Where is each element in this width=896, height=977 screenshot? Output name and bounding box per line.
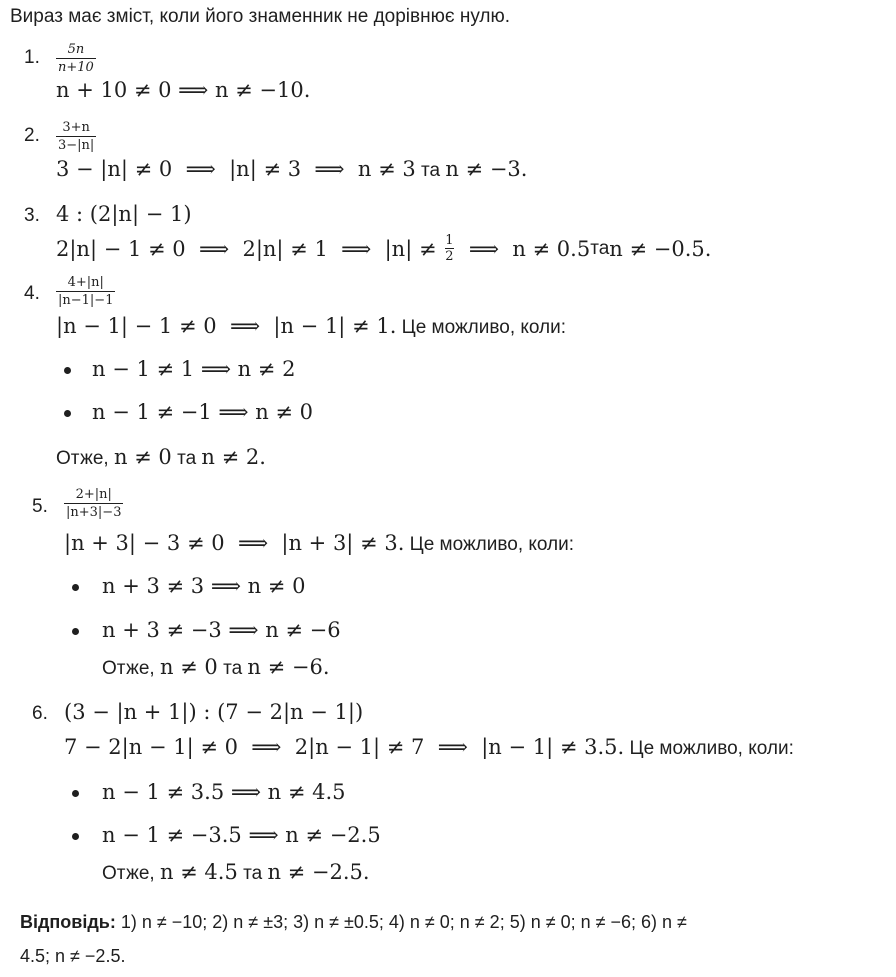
item-4-number: 4. <box>24 283 40 304</box>
answer-line-2: 4.5; n ≠ −2.5. <box>20 946 126 966</box>
item-1-fraction-num: 5n <box>67 42 85 57</box>
bullet-dot <box>72 584 79 591</box>
item-6-number: 6. <box>32 703 48 724</box>
fraction-bar <box>56 136 96 137</box>
fraction-bar <box>64 503 123 504</box>
item-6-therefore-ta: та <box>237 863 268 884</box>
item-3-ta: та <box>590 237 610 259</box>
item-5-number: 5. <box>32 496 48 517</box>
item-4-therefore-b: n ≠ 2. <box>201 445 266 469</box>
item-4-therefore-a: n ≠ 0 <box>113 445 172 469</box>
bullet-dot <box>72 628 79 635</box>
item-3-math-c: n ≠ −0.5. <box>609 236 712 261</box>
item-5-fraction <box>64 487 123 520</box>
item-5-therefore-label: Отже, <box>102 658 160 679</box>
bullet-dot <box>64 410 71 417</box>
item-3-line <box>56 234 711 263</box>
item-5-therefore-a: n ≠ 0 <box>159 655 218 679</box>
item-2-number: 2. <box>24 125 40 146</box>
item-6-math: 7 − 2|n − 1| ≠ 0 ⟹ 2|n − 1| ≠ 7 ⟹ |n − 1| ≠ 3.5. <box>64 735 625 759</box>
item-5-text: Це можливо, коли: <box>404 534 575 555</box>
item-3-half-den: 2 <box>445 249 454 264</box>
item-3-math-a: 2|n| − 1 ≠ 0 ⟹ 2|n| ≠ 1 ⟹ |n| ≠ <box>56 236 444 261</box>
item-2-fraction-num: 3+n <box>62 120 90 135</box>
item-4-bullet-2: n − 1 ≠ −1 ⟹ n ≠ 0 <box>92 400 314 424</box>
item-6-text: Це можливо, коли: <box>624 738 794 759</box>
item-5-therefore-ta: та <box>217 658 248 679</box>
item-2-ta: та <box>415 160 446 181</box>
bullet-dot <box>72 790 79 797</box>
item-3-number: 3. <box>24 205 40 226</box>
answer-text-1: 1) n ≠ −10; 2) n ≠ ±3; 3) n ≠ ±0.5; 4) n ≠ 0; n ≠ 2; 5) n ≠ 0; n ≠ −6; 6) n ≠ <box>115 912 687 932</box>
item-4-therefore-label: Отже, <box>56 448 114 469</box>
fraction-bar <box>56 58 96 59</box>
item-2-fraction-den: 3−|n| <box>58 138 95 153</box>
item-4-therefore-ta: та <box>171 448 202 469</box>
item-5-fraction-num: 2+|n| <box>75 487 112 502</box>
item-6-therefore-label: Отже, <box>102 863 160 884</box>
item-6-line <box>64 735 794 760</box>
item-5-bullet-2: n + 3 ≠ −3 ⟹ n ≠ −6 <box>102 618 341 642</box>
item-3-half <box>445 234 453 263</box>
item-2-math2: n ≠ −3. <box>445 157 528 181</box>
item-5-therefore <box>102 655 330 680</box>
bullet-dot <box>72 833 79 840</box>
item-1-line: n + 10 ≠ 0 ⟹ n ≠ −10. <box>56 78 311 102</box>
item-5-bullet-1: n + 3 ≠ 3 ⟹ n ≠ 0 <box>102 574 306 598</box>
item-6-therefore-b: n ≠ −2.5. <box>267 860 370 884</box>
answer-line-1 <box>20 912 687 933</box>
item-1-number: 1. <box>24 47 40 68</box>
item-3-half-num: 1 <box>445 233 454 248</box>
item-4-text: Це можливо, коли: <box>396 317 567 338</box>
item-4-fraction-num: 4+|n| <box>67 275 104 290</box>
item-6-bullet-1: n − 1 ≠ 3.5 ⟹ n ≠ 4.5 <box>102 780 346 804</box>
item-5-fraction-den: |n+3|−3 <box>66 505 122 520</box>
item-6-therefore <box>102 860 370 885</box>
fraction-bar <box>56 291 115 292</box>
item-6-expr: (3 − |n + 1|) : (7 − 2|n − 1|) <box>64 700 364 724</box>
item-5-therefore-b: n ≠ −6. <box>247 655 330 679</box>
item-1-fraction <box>56 42 96 75</box>
item-4-line <box>56 314 566 339</box>
item-5-line <box>64 531 574 556</box>
item-5-math: |n + 3| − 3 ≠ 0 ⟹ |n + 3| ≠ 3. <box>64 531 405 555</box>
item-3-math-b: ⟹ n ≠ 0.5 <box>455 236 591 261</box>
intro-text: Вираз має зміст, коли його знаменник не дорівнює нулю. <box>10 6 511 27</box>
item-1-fraction-den: n+10 <box>58 60 94 75</box>
item-3-expr: 4 : (2|n| − 1) <box>56 202 192 226</box>
item-4-math: |n − 1| − 1 ≠ 0 ⟹ |n − 1| ≠ 1. <box>56 314 397 338</box>
bullet-dot <box>64 367 71 374</box>
item-4-bullet-1: n − 1 ≠ 1 ⟹ n ≠ 2 <box>92 357 296 381</box>
item-4-fraction-den: |n−1|−1 <box>58 293 114 308</box>
item-2-line <box>56 157 527 182</box>
item-2-math: 3 − |n| ≠ 0 ⟹ |n| ≠ 3 ⟹ n ≠ 3 <box>56 157 416 181</box>
item-4-fraction <box>56 275 115 308</box>
item-6-therefore-a: n ≠ 4.5 <box>159 860 238 884</box>
answer-label: Відповідь: <box>20 912 116 932</box>
item-4-therefore <box>56 445 266 470</box>
item-2-fraction <box>56 120 96 153</box>
item-6-bullet-2: n − 1 ≠ −3.5 ⟹ n ≠ −2.5 <box>102 823 381 847</box>
